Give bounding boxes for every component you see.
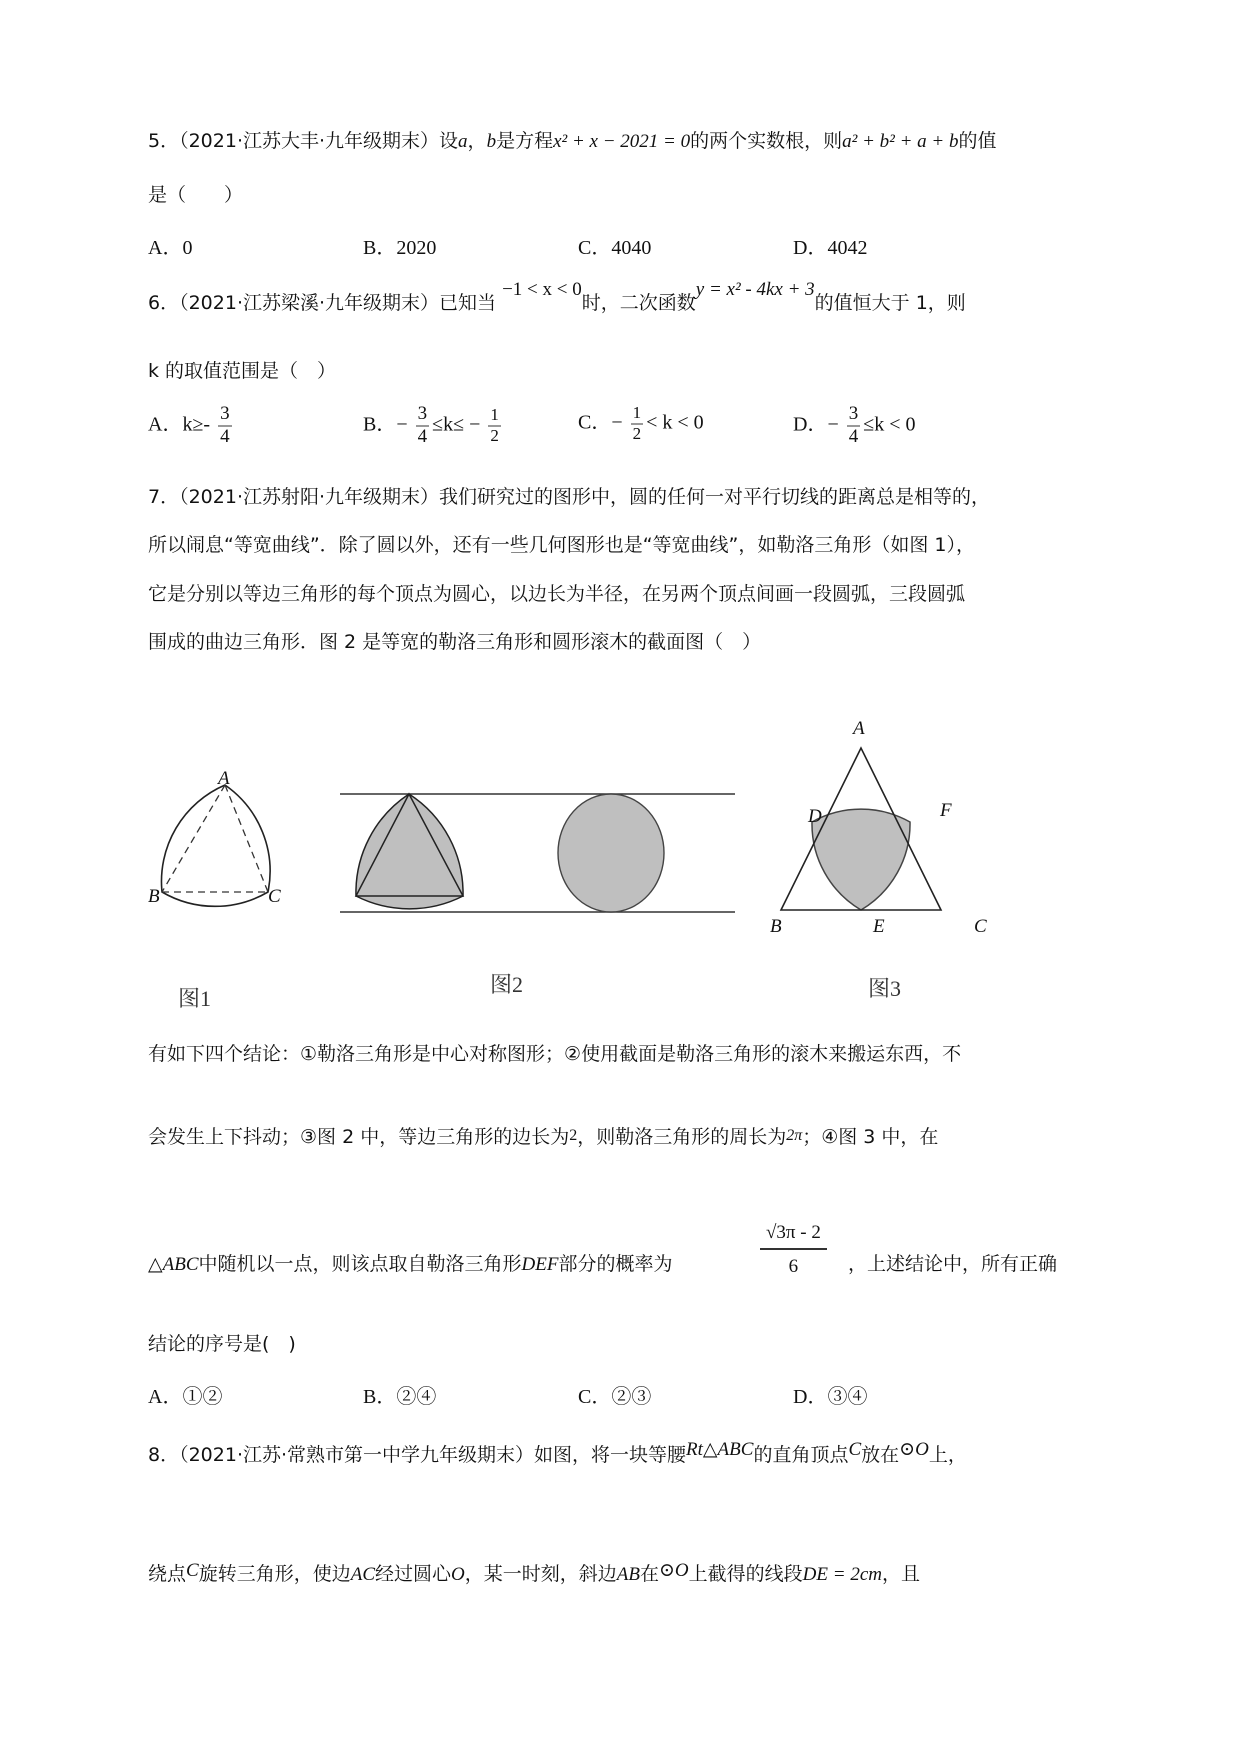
q5-var-b: b <box>486 131 497 152</box>
q8-source: （2021·江苏·常熟市第一中学九年级期末） <box>179 1444 535 1466</box>
q6-option-b-mid: ≤k≤ − <box>432 413 481 436</box>
fig3-label-c: C <box>974 916 987 937</box>
q7-option-d[interactable]: D．③④ <box>793 1386 868 1408</box>
hypotenuse-ab: AB <box>616 1564 640 1585</box>
q8-text: ，且 <box>881 1563 920 1585</box>
q7-conclusions-line2 <box>148 1128 938 1147</box>
q8-number: 8． <box>148 1444 180 1466</box>
perimeter-value: 2π <box>786 1127 803 1144</box>
rt-triangle-abc: Rt△ABC <box>686 1439 754 1460</box>
q6-option-c[interactable] <box>578 404 704 443</box>
q7-conclusions-line1: 有如下四个结论：①勒洛三角形是中心对称图形；②使用截面是勒洛三角形的滚木来搬运东西，不 <box>148 1043 962 1065</box>
q7-conclusions-line3-end: ，上述结论中，所有正确 <box>848 1253 1058 1275</box>
triangle-abc-symbol: △ABC <box>148 1254 199 1275</box>
q6-text: 时，二次函数 <box>581 292 696 314</box>
fig1-label-a: A <box>218 768 230 789</box>
q8-line1 <box>148 1439 967 1466</box>
q5-number: 5． <box>148 130 180 152</box>
q6-option-d[interactable] <box>793 404 916 448</box>
q7-line1 <box>148 488 990 507</box>
q6-option-c-rest: < k < 0 <box>646 411 704 434</box>
q7-text: 部分的概率为 <box>558 1253 673 1275</box>
fig3-label-e: E <box>873 916 885 937</box>
q6-option-b-label: B．− <box>363 413 408 436</box>
q6-option-d-fraction <box>847 404 861 448</box>
q6-line1 <box>148 279 966 314</box>
figure-3-triangle-with-reuleaux <box>760 720 1000 920</box>
reuleaux-shape <box>356 794 463 909</box>
numerator: 3 <box>220 403 230 424</box>
q6-option-b-fraction2 <box>488 406 501 445</box>
segment-de: DE = 2cm <box>802 1564 882 1585</box>
fig2-caption: 图2 <box>490 972 524 997</box>
q5-equation: x² + x − 2021 = 0 <box>553 131 691 152</box>
q6-number: 6． <box>148 292 180 314</box>
q5-text: 的值 <box>958 130 997 152</box>
numerator: 3 <box>848 403 859 424</box>
q7-text: 我们研究过的图形中，圆的任何一对平行切线的距离总是相等的， <box>439 486 991 508</box>
q8-text: 上， <box>928 1444 967 1466</box>
fig1-label-c: C <box>268 886 281 907</box>
q5-expression: a² + b² + a + b <box>842 131 959 152</box>
circle-o: ⊙O <box>659 1560 689 1581</box>
q5-line1 <box>148 132 997 151</box>
q7-text: ；④图 3 中，在 <box>802 1126 939 1148</box>
circle-o: ⊙O <box>899 1439 929 1460</box>
q6-option-a-label: A．k≥ <box>148 413 204 436</box>
q7-line4: 围成的曲边三角形．图 2 是等宽的勒洛三角形和圆形滚木的截面图（ ） <box>148 631 762 653</box>
q5-comma: ， <box>467 130 487 152</box>
q7-line2: 所以闹息“等宽曲线”．除了圆以外，还有一些几何图形也是“等宽曲线”，如勒洛三角形（如图 1）， <box>148 534 976 556</box>
q5-text: 设 <box>439 130 459 152</box>
reuleaux-def <box>812 809 910 910</box>
numerator: 1 <box>632 403 642 422</box>
q5-source: （2021·江苏大丰·九年级期末） <box>179 130 440 152</box>
denominator: 4 <box>848 425 859 447</box>
side-length-value: 2 <box>569 1127 578 1144</box>
numerator: 1 <box>490 405 499 425</box>
q7-option-b[interactable]: B．②④ <box>363 1386 437 1408</box>
q7-text: 中随机以一点，则该点取自勒洛三角形 <box>198 1253 522 1275</box>
q5-option-d[interactable]: D．4042 <box>793 237 868 259</box>
dashed-side-ac <box>225 785 268 892</box>
q8-text: 在 <box>639 1563 659 1585</box>
q6-line2: k 的取值范围是（ ） <box>148 360 337 382</box>
fig3-caption: 图3 <box>868 976 902 1001</box>
q6-option-d-rest: ≤k < 0 <box>863 413 916 436</box>
q8-text: 经过圆心 <box>375 1563 452 1585</box>
q6-option-a-fraction <box>218 404 232 448</box>
q8-text: 的直角顶点 <box>753 1444 849 1466</box>
q6-option-b[interactable] <box>363 404 504 448</box>
q7-number: 7． <box>148 486 180 508</box>
q6-text: 已知当 <box>439 292 497 314</box>
circle-cross-section <box>558 794 664 912</box>
q8-text: 如图，将一块等腰 <box>534 1444 687 1466</box>
q7-conclusions-line3 <box>148 1255 672 1274</box>
q7-option-c[interactable]: C．②③ <box>578 1386 652 1408</box>
q8-line2 <box>148 1560 920 1585</box>
denominator: 2 <box>490 425 499 445</box>
fig3-label-b: B <box>770 916 782 937</box>
q7-option-a[interactable]: A．①② <box>148 1386 223 1408</box>
q6-option-a[interactable] <box>148 404 235 448</box>
reuleaux-outline <box>161 785 270 906</box>
q7-conclusions-line4: 结论的序号是( ) <box>148 1333 296 1355</box>
q6-option-d-label: D．− <box>793 413 839 436</box>
probability-fraction <box>760 1222 827 1278</box>
denominator: 2 <box>632 423 642 443</box>
numerator: 3 <box>417 403 428 424</box>
q8-text: ，某一时刻，斜边 <box>464 1563 617 1585</box>
q5-text: 是方程 <box>496 130 554 152</box>
point-c: C <box>186 1560 199 1581</box>
q8-text: 旋转三角形，使边 <box>198 1563 351 1585</box>
q5-option-c[interactable]: C．4040 <box>578 237 652 259</box>
q5-text: 的两个实数根，则 <box>690 130 843 152</box>
q6-option-a-sign: - <box>203 413 211 436</box>
def-symbol: DEF <box>521 1254 559 1275</box>
q5-option-b[interactable]: B．2020 <box>363 237 437 259</box>
q6-option-c-label: C．− <box>578 411 623 434</box>
q6-text: 的值恒大于 1，则 <box>814 292 966 314</box>
q6-option-c-fraction <box>631 404 644 443</box>
fig3-label-a: A <box>853 718 865 739</box>
probability-denominator: 6 <box>788 1256 799 1277</box>
denominator: 4 <box>220 425 230 447</box>
figure-2-rolling-cross-sections <box>310 780 740 920</box>
q5-var-a: a <box>458 131 468 152</box>
q7-text: 会发生上下抖动；③图 2 中，等边三角形的边长为 <box>148 1126 570 1148</box>
q7-source: （2021·江苏射阳·九年级期末） <box>179 486 440 508</box>
q6-source: （2021·江苏梁溪·九年级期末） <box>179 292 440 314</box>
fig3-label-d: D <box>808 806 822 827</box>
q6-function: y = x² - 4kx + 3 <box>695 279 815 300</box>
fig1-caption: 图1 <box>178 986 212 1011</box>
q8-text: 上截得的线段 <box>688 1563 803 1585</box>
q7-line3: 它是分别以等边三角形的每个顶点为圆心，以边长为半径，在另两个顶点间画一段圆弧，三段圆弧 <box>148 583 966 605</box>
fig1-label-b: B <box>148 886 160 907</box>
q8-text: 放在 <box>861 1444 900 1466</box>
q5-line2: 是（ ） <box>148 184 244 206</box>
fig3-label-f: F <box>940 800 952 821</box>
q8-text: 绕点 <box>148 1563 187 1585</box>
q5-option-a[interactable]: A．0 <box>148 237 193 259</box>
q7-text: ，则勒洛三角形的周长为 <box>577 1126 787 1148</box>
denominator: 4 <box>417 425 428 447</box>
side-ac: AC <box>350 1564 375 1585</box>
center-o: O <box>451 1564 465 1585</box>
q6-option-b-fraction <box>416 404 430 448</box>
q6-condition: −1 < x < 0 <box>502 279 582 300</box>
point-c: C <box>848 1439 862 1460</box>
probability-numerator: √3π - 2 <box>760 1222 827 1250</box>
